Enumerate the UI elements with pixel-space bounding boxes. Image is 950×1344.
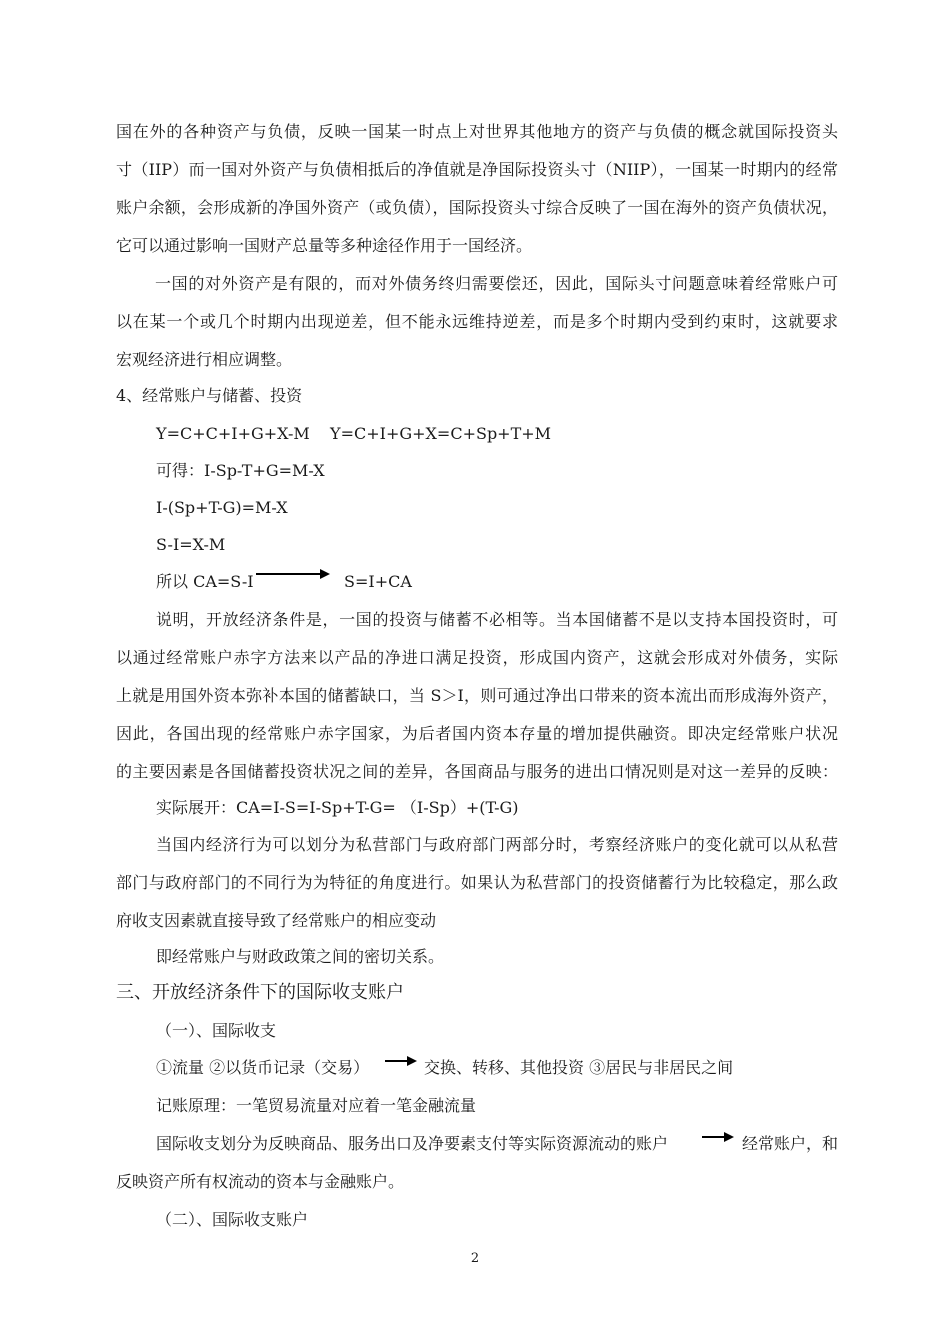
para4-line-3: 府收支因素就直接导致了经常账户的相应变动 [116,911,437,930]
para3-line-1: 说明，开放经济条件是，一国的投资与储蓄不必相等。当本国储蓄不是以支持本国投资时，可 [156,610,838,629]
subsection-1-title: （一）、国际收支 [156,1021,277,1040]
para1-line-4: 它可以通过影响一国财产总量等多种途径作用于一国经济。 [116,236,533,255]
para2-line-2: 以在某一个或几个时期内出现逆差，但不能永远维持逆差，而是多个时期内受到约束时，这就要求 [116,312,838,331]
short-right-arrow-icon [385,1054,417,1068]
subsection-2-title: （二）、国际收支账户 [156,1210,309,1229]
para1-line-3: 账户余额，会形成新的净国外资产（或负债），国际投资头寸综合反映了一国在海外的资产负债状况， [116,198,838,217]
para5: 即经常账户与财政政策之间的密切关系。 [156,947,445,966]
section-4-title: 4、经常账户与储蓄、投资 [116,386,303,405]
equation-1a: Y=C+C+I+G+X-M [156,424,310,443]
equation-4: S-I=X-M [156,535,226,554]
para3-line-4: 因此，各国出现的经常账户赤字国家，为后者国内资本存量的增加提供融资。即决定经常账户状况 [116,724,838,743]
equation-5a: 所以 CA=S-I [156,572,254,591]
para2-line-3: 宏观经济进行相应调整。 [116,350,293,369]
para1-line-1: 国在外的各种资产与负债，反映一国某一时点上对世界其他地方的资产与负债的概念就国际投资头 [116,122,838,141]
page-number: 2 [470,1251,480,1266]
para4-line-1: 当国内经济行为可以划分为私营部门与政府部门两部分时，考察经济账户的变化就可以从私营 [156,835,838,854]
para1-line-2: 寸（IIP）而一国对外资产与负债相抵后的净值就是净国际投资头寸（NIIP），一国某一时期内的经常 [116,160,838,179]
para3-line-2: 以通过经常账户赤字方法来以产品的净进口满足投资，形成国内资产，这就会形成对外债务，实际 [116,648,838,667]
expanded-equation: 实际展开：CA=I-S=I-Sp+T-G= （I-Sp）+(T-G) [156,798,519,817]
para6-part-b: 经常账户，和 [742,1134,839,1153]
para4-line-2: 部门与政府部门的不同行为为特征的角度进行。如果认为私营部门的投资储蓄行为比较稳定，那么政 [116,873,838,892]
para2-line-1: 一国的对外资产是有限的，而对外债务终归需要偿还，因此，国际头寸问题意味着经常账户可 [155,274,838,293]
section-3-title: 三、开放经济条件下的国际收支账户 [116,982,404,1003]
flow-line-part-b: 交换、转移、其他投资 ③居民与非居民之间 [424,1058,734,1077]
para3-line-3: 上就是用国外资本弥补本国的储蓄缺口，当 S＞I，则可通过净出口带来的资本流出而形成海外资产， [116,686,838,705]
equation-3: I-(Sp+T-G)=M-X [156,498,288,517]
account-right-arrow-icon [702,1130,734,1144]
flow-line-part-a: ①流量 ②以货币记录（交易） [156,1058,370,1077]
booking-principle: 记账原理：一笔贸易流量对应着一笔金融流量 [156,1096,477,1115]
equation-5b: S=I+CA [344,572,412,591]
equation-1b: Y=C+I+G+X=C+Sp+T+M [330,424,552,443]
long-right-arrow-icon [256,567,330,581]
para3-line-5: 的主要因素是各国储蓄投资状况之间的差异，各国商品与服务的进出口情况则是对这一差异的反映： [116,762,838,781]
equation-2: 可得：I-Sp-T+G=M-X [156,461,325,480]
para6-part-c: 反映资产所有权流动的资本与金融账户。 [116,1172,405,1191]
para6-part-a: 国际收支划分为反映商品、服务出口及净要素支付等实际资源流动的账户 [156,1134,669,1153]
